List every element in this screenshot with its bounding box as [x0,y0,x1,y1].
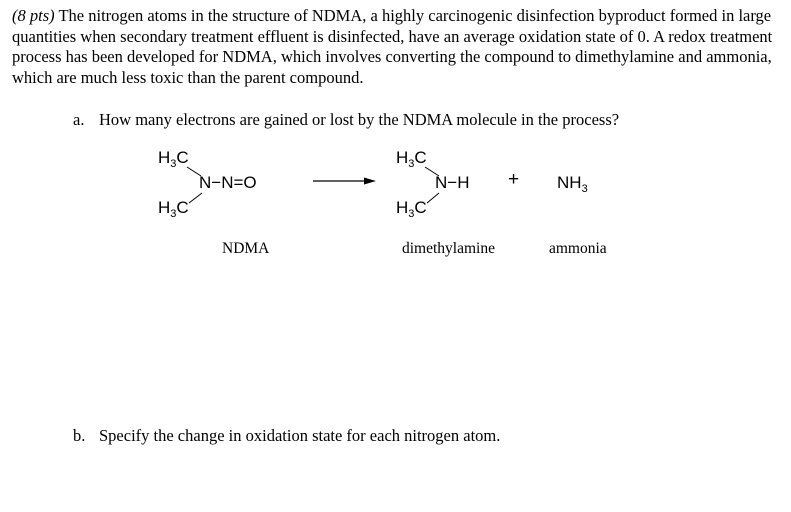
reaction-arrow [313,178,376,185]
dma-methyl-bottom: $H_3C$ [396,198,427,220]
plus-sign: + [508,169,520,190]
problem-intro-text: The nitrogen atoms in the structure of NDMA, a highly carcinogenic disinfection byproduct formed in large quantities when secondary treatment effluent is disinfected, have an average oxidation state of 0. A redox treatment process has been developed for NDMA, which involves converting the compound to dimethylamine and ammonia, which are much less toxic than the parent compound. [12,6,773,87]
points-label: (8 pts) [12,6,55,25]
dma-methyl-top: $H_3C$ [396,148,427,170]
dma-chain: N−H [435,173,470,192]
question-a-text: How many electrons are gained or lost by the NDMA molecule in the process? [99,110,620,129]
ndma-label: NDMA [222,240,270,257]
question-b-text: Specify the change in oxidation state for each nitrogen atom. [99,426,501,445]
question-b-letter: b. [73,426,86,445]
dimethylamine-label: dimethylamine [402,240,495,257]
ammonia-label: ammonia [549,240,607,257]
ndma-methyl-bottom: $H_3C$ [158,198,189,220]
ndma-structure [158,148,257,220]
question-a-letter: a. [73,110,85,129]
ndma-bond-bottom [189,193,202,203]
ndma-methyl-top: $H_3C$ [158,148,189,170]
ndma-chain: N−N=O [199,173,257,192]
dimethylamine-structure [396,148,469,220]
question-b [73,426,500,446]
ammonia-formula: $NH_3$ [557,173,588,195]
dma-bond-bottom [427,193,439,203]
